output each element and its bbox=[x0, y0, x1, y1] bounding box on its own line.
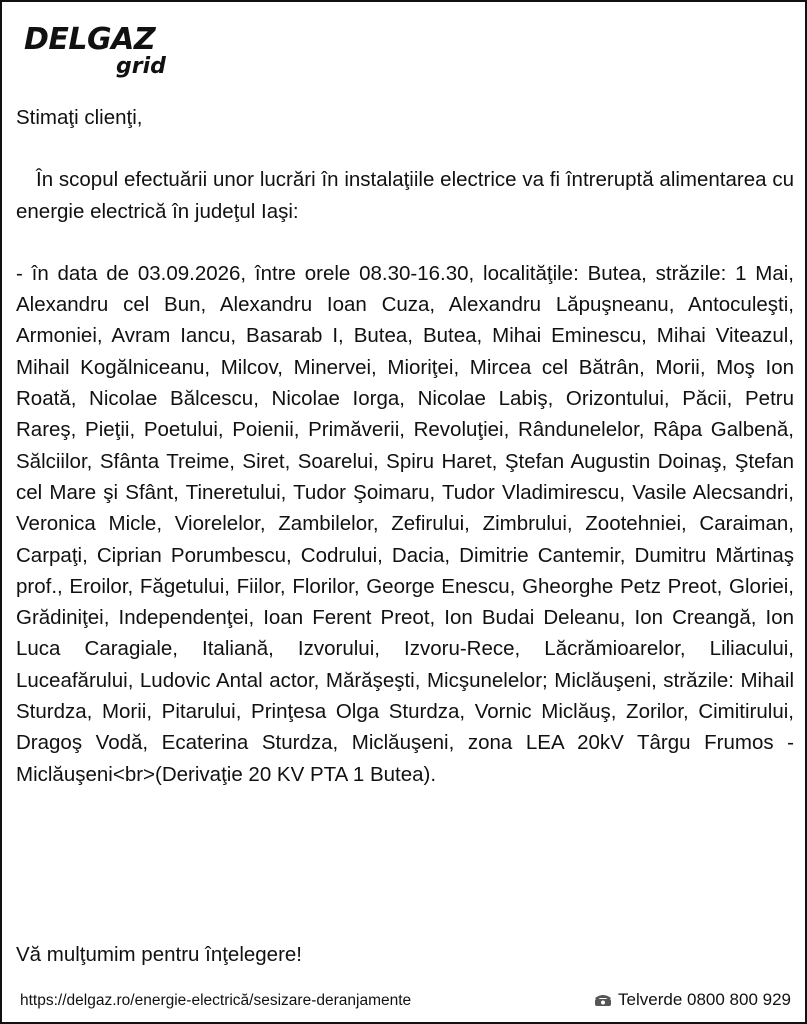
logo-sub: grid bbox=[116, 54, 166, 79]
logo-brand: DELGAZ bbox=[24, 22, 156, 57]
footer-link[interactable]: https://delgaz.ro/energie-electrică/sesizare-deranjamente bbox=[20, 992, 412, 1009]
delgaz-logo bbox=[24, 22, 184, 86]
letter-body bbox=[16, 102, 794, 790]
phone-icon bbox=[594, 993, 612, 1007]
greeting: Stimaţi clienţi, bbox=[16, 106, 143, 129]
phone-number: Telverde 0800 800 929 bbox=[618, 990, 791, 1009]
thanks-line: Vă mulţumim pentru înţelegere! bbox=[16, 943, 302, 966]
outage-details: - în data de 03.09.2026, între orele 08.30-16.30, localităţile: Butea, străzile: 1 Mai, Alexandru cel Bun, Alexandru Ioan Cuza, Alexandru Lăpuşneanu, Antoculeşti, Armoniei, Avram Iancu, Basarab I, Butea, Butea, Mihai Eminescu, Mihai Viteazul, Mihail Kogălniceanu, Milcov, Minervei, Mioriţei, Mircea cel Bătrân, Morii, Moş Ion Roată, Nicolae Bălcescu, Nicolae Iorga, Nicolae Labiş, Orizontului, Păcii, Petru Rareş, Pieţii, Poetului, Poienii, Primăverii, Revoluţiei, Rândunelelor, Râpa Galbenă, Sălciilor, Sfânta Treime, Siret, Soarelui, Spiru Haret, Ştefan Augustin Doinaş, Ştefan cel Mare şi Sfânt, Tineretului, Tudor Şoimaru, Tudor Vladimirescu, Vasile Alecsandri, Veronica Micle, Viorelelor, Zambilelor, Zefirului, Zimbrului, Zootehniei, Caraiman, Carpaţi, Ciprian Porumbescu, Codrului, Dacia, Dimitrie Cantemir, Dumitru Mărtinaş prof., Eroilor, Făgetului, Fiilor, Florilor, George Enescu, Gheorghe Petz Preot, Gloriei, Grădiniţei, Independenţei, Ioan Ferent Preot, Ion Budai Deleanu, Ion Creangă, Ion Luca Caragiale, Italiană, Izvorului, Izvoru-Rece, Lăcrămioarelor, Liliacului, Luceafărului, Ludovic Antal actor, Mărăşeşti, Micşunelelor; Miclăuşeni, străzile: Mihail Sturdza, Morii, Pitarului, Prinţesa Olga Sturdza, Vornic Miclăuş, Zorilor, Cimitirului, Dragoş Vodă, Ecaterina Sturdza, Miclăuşeni, zona LEA 20kV Târgu Frumos - Miclăuşeni<br>(Derivaţie 20 KV PTA 1 Butea). bbox=[16, 261, 794, 786]
intro-paragraph: În scopul efectuării unor lucrări în instalaţiile electrice va fi întreruptă alimentarea cu energie electrică în judeţul Iaşi: bbox=[16, 168, 794, 223]
footer-phone bbox=[594, 990, 791, 1010]
